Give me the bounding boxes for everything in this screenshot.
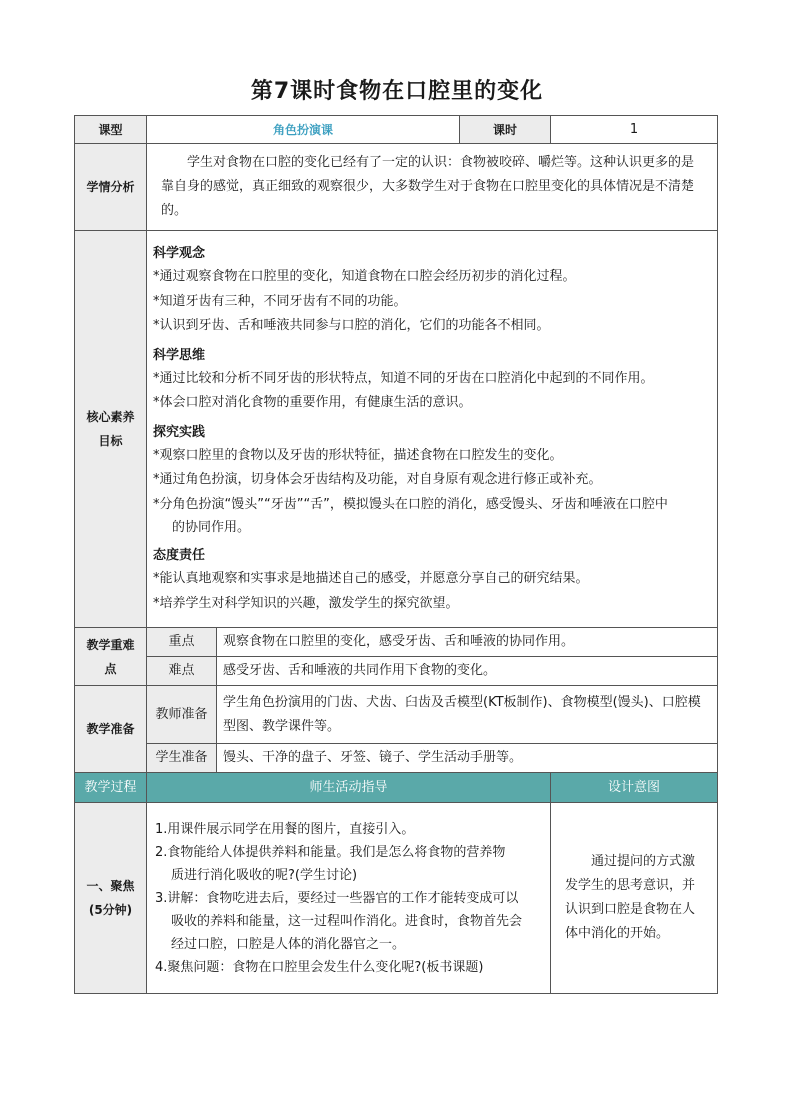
lesson-plan-table [74, 115, 718, 994]
difficult-point-text: 感受牙齿、舌和唾液的共同作用下食物的变化。 [217, 657, 718, 686]
activity-item-cont: 经过口腔，口腔是人体的消化器官之一。 [171, 936, 406, 952]
core-label-line1: 核心素养 [86, 410, 135, 424]
period-value: 1 [551, 116, 718, 144]
goal-item: *通过角色扮演，切身体会牙齿结构及功能，对自身原有观念进行修正或补充。 [153, 472, 602, 487]
analysis-text: 学生对食物在口腔的变化已经有了一定的认识：食物被咬碎、嚼烂等。这种认识更多的是靠自身的感觉，真正细致的观察很少，大多数学生对于食物在口腔里变化的具体情况是不清楚的。 [161, 155, 695, 218]
section-head: 态度责任 [153, 548, 206, 563]
student-prep-row [75, 744, 718, 773]
goal-item: *能认真地观察和实事求是地描述自己的感受，并愿意分享自己的研究结果。 [153, 571, 589, 586]
process-header-intent: 设计意图 [551, 773, 718, 803]
lesson-title: 第7课时食物在口腔里的变化 [250, 79, 544, 104]
teacher-prep-label: 教师准备 [147, 686, 217, 744]
key-point-text: 观察食物在口腔里的变化，感受牙齿、舌和唾液的协同作用。 [217, 628, 718, 657]
core-literacy-row [75, 231, 718, 628]
goal-item: *通过观察食物在口腔里的变化，知道食物在口腔会经历初步的消化过程。 [153, 269, 576, 284]
analysis-cell [147, 144, 718, 231]
stage-focus-label [75, 803, 147, 994]
stage-focus-activity [147, 803, 551, 994]
activity-item: 1.用课件展示同学在用餐的图片，直接引入。 [155, 821, 415, 837]
activity-item: 2.食物能给人体提供养料和能量。我们是怎么将食物的营养物 [155, 844, 506, 860]
activity-item-cont: 质进行消化吸收的呢?(学生讨论) [171, 867, 358, 883]
stage-focus-row [75, 803, 718, 994]
prep-label: 教学准备 [75, 686, 147, 773]
intent-text: 通过提问的方式激发学生的思考意识，并认识到口腔是食物在人体中消化的开始。 [565, 854, 696, 941]
difficult-point-row [75, 657, 718, 686]
goal-item: *观察口腔里的食物以及牙齿的形状特征，描述食物在口腔发生的变化。 [153, 447, 563, 463]
goal-item: *通过比较和分析不同牙齿的形状特点，知道不同的牙齿在口腔消化中起到的不同作用。 [153, 370, 654, 386]
goal-item: *认识到牙齿、舌和唾液共同参与口腔的消化，它们的功能各不相同。 [153, 318, 550, 333]
process-header-activity: 师生活动指导 [147, 773, 551, 803]
lesson-type-value: 角色扮演课 [147, 116, 460, 144]
teacher-prep-row [75, 686, 718, 744]
section-head: 探究实践 [153, 424, 206, 440]
process-header-stage: 教学过程 [75, 773, 147, 803]
key-difficult-label: 教学重难点 [75, 628, 147, 686]
analysis-label: 学情分析 [75, 144, 147, 231]
lesson-type-label: 课型 [75, 116, 147, 144]
section-head: 科学观念 [153, 246, 206, 261]
teacher-prep-text: 学生角色扮演用的门齿、犬齿、臼齿及舌模型(KT板制作)、食物模型(馒头)、口腔模型图、教学课件等。 [217, 686, 718, 744]
lesson-type-row [75, 116, 718, 144]
period-label: 课时 [460, 116, 551, 144]
goal-item-cont: 的协同作用。 [172, 520, 251, 535]
student-prep-label: 学生准备 [147, 744, 217, 773]
core-literacy-label [75, 231, 147, 628]
key-point-row [75, 628, 718, 657]
goal-item: *体会口腔对消化食物的重要作用，有健康生活的意识。 [153, 395, 472, 410]
analysis-row [75, 144, 718, 231]
core-literacy-cell [147, 231, 718, 628]
difficult-point-label: 难点 [147, 657, 217, 686]
goal-item: *分角色扮演“馒头”“牙齿”“舌”，模拟馒头在口腔的消化，感受馒头、牙齿和唾液在口腔中 [153, 496, 668, 512]
activity-item-cont: 吸收的养料和能量，这一过程叫作消化。进食时，食物首先会 [171, 913, 523, 929]
student-prep-text: 馒头、干净的盘子、牙签、镜子、学生活动手册等。 [217, 744, 718, 773]
key-point-label: 重点 [147, 628, 217, 657]
goal-item: *知道牙齿有三种，不同牙齿有不同的功能。 [153, 293, 407, 309]
activity-item: 4.聚焦问题：食物在口腔里会发生什么变化呢?(板书课题) [155, 959, 484, 975]
stage-time: (5分钟) [88, 903, 133, 917]
goal-item: *培养学生对科学知识的兴趣，激发学生的探究欲望。 [153, 595, 459, 611]
section-head: 科学思维 [153, 347, 206, 363]
stage-name: 一、聚焦 [86, 879, 135, 893]
core-label-line2: 目标 [98, 434, 123, 448]
stage-focus-intent [551, 803, 718, 994]
activity-item: 3.讲解：食物吃进去后，要经过一些器官的工作才能转变成可以 [155, 890, 519, 906]
process-header-row [75, 773, 718, 803]
